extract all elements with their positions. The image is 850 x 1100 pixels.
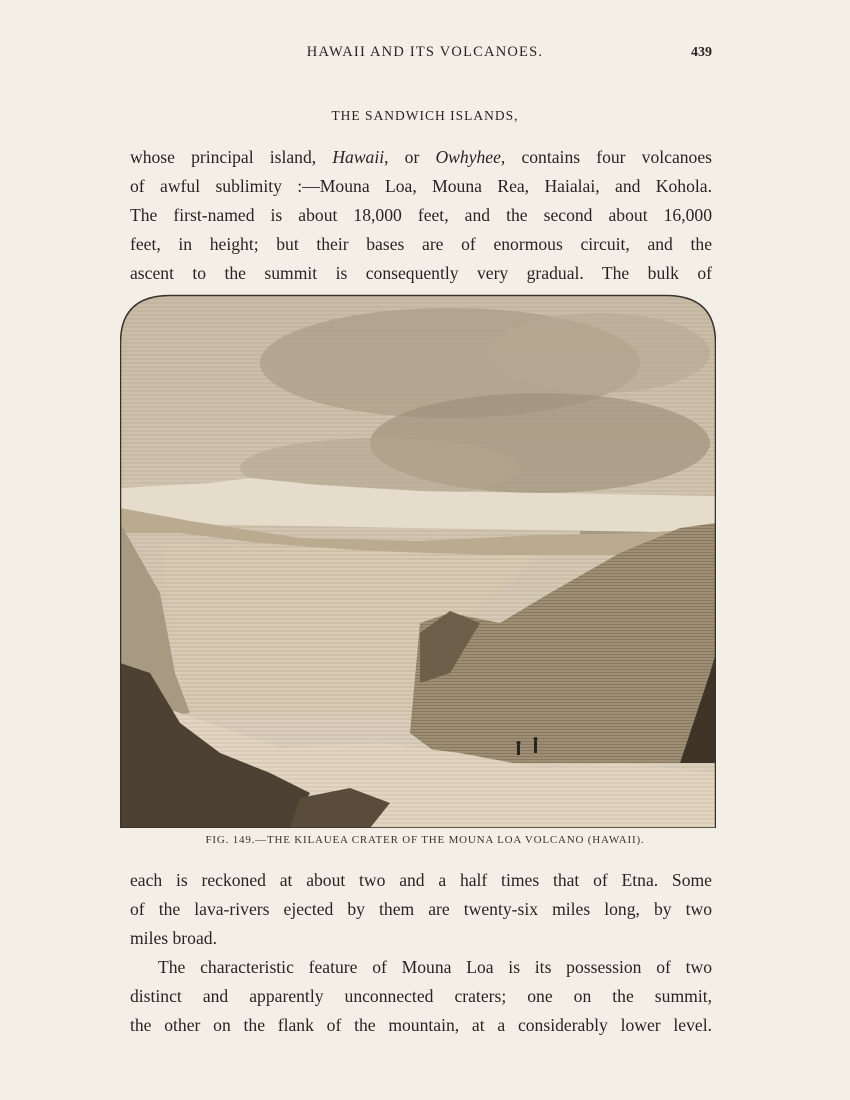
figure-caption: FIG. 149.—THE KILAUEA CRATER OF THE MOUNA LOA VOLCANO (HAWAII).: [205, 834, 645, 846]
text-line: the other on the flank of the mountain, at a considerably lower level.: [130, 1015, 712, 1035]
italic-place-name: Owhyhee: [435, 147, 501, 167]
text-line: each is reckoned at about two and a half times that of Etna. Some: [130, 870, 712, 890]
text-run: whose principal island,: [130, 147, 333, 167]
paragraph-2: [130, 866, 712, 1040]
text-line: miles broad.: [130, 928, 217, 948]
text-line: of the lava-rivers ejected by them are twenty-six miles long, by two: [130, 899, 712, 919]
running-title: HAWAII AND ITS VOLCANOES.: [306, 44, 544, 60]
text-line: of awful sublimity :—Mouna Loa, Mouna Rea, Haialai, and Kohola.: [130, 176, 712, 196]
text-line: ascent to the summit is consequently very gradual. The bulk of: [130, 263, 712, 283]
text-line: [130, 143, 712, 172]
italic-place-name: Hawaii: [332, 147, 385, 167]
paragraph-1: [130, 143, 712, 288]
text-run: , contains four volcanoes: [500, 147, 713, 167]
page-number: 439: [691, 45, 712, 60]
running-head: [0, 44, 850, 68]
text-line: feet, in height; but their bases are of enormous circuit, and the: [130, 234, 712, 254]
text-line: distinct and apparently unconnected craters; one on the summit,: [130, 986, 712, 1006]
crater-engraving: [120, 293, 716, 828]
section-heading: THE SANDWICH ISLANDS,: [331, 108, 519, 123]
crater-illustration: [120, 293, 716, 828]
text-line: The characteristic feature of Mouna Loa is its possession of two: [158, 957, 712, 977]
text-run: , or: [384, 147, 436, 167]
text-line: The first-named is about 18,000 feet, and the second about 16,000: [130, 205, 712, 225]
